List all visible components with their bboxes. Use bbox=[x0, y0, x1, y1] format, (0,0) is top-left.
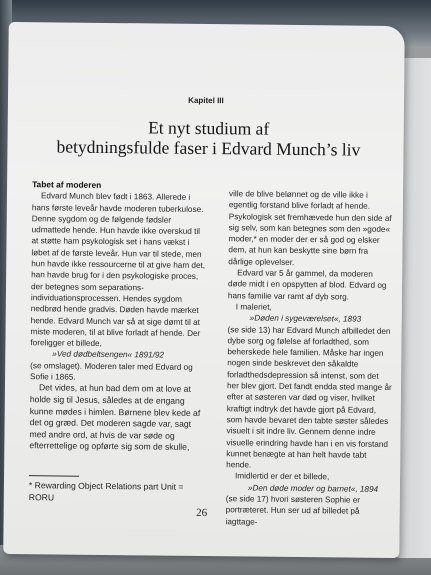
right-artwork-title: »Den døde moder og barnet«, 1894 bbox=[247, 483, 379, 494]
chapter-title-line-2: betydningsfulde faser i Edvard Munch’s liv bbox=[56, 136, 361, 160]
chapter-title bbox=[27, 116, 389, 160]
right-paragraph: (se side 17) hvori søsteren Sophie er portræteret. Hun ser ud af billedet på iagttage- bbox=[225, 494, 361, 527]
right-paragraph: Edvard var 5 år gammel, da moderen døde midt i en opspytten af blod. Edvard og hans familie var ramt af dyb sorg. bbox=[227, 268, 387, 302]
left-paragraph: Edvard Munch blev født i 1863. Allerede i hans første leveår havde moderen tuberkulose. Denne sygdom og de følgende fødsler udmattede hende. Hun havde ikke overskud til at støtte ham psykologisk set i hans vækst i løbet af de første leveår. Hun var til stede, men hun havde ikke ressourcerne til at give ham det, han havde brug for i den psykologiske proces, der betegnes som separations-individuationsprocessen. Hendes sygdom nedbrød hende gradvis. Døden havde mærket hende. Edvard Munch var så at sige dømt til at miste moderen, til at blive forladt af hende. Der foreligger et billede, bbox=[30, 191, 206, 349]
right-paragraph: Imidlertid er der et billede, bbox=[235, 471, 330, 482]
right-paragraph: I maleriet, bbox=[235, 302, 272, 312]
book-page bbox=[3, 22, 405, 558]
chapter-label: Kapitel III bbox=[188, 95, 224, 106]
section-heading: Tabet af moderen bbox=[32, 179, 102, 190]
footnote: * Rewarding Object Relations part Unit = RORU bbox=[28, 480, 184, 502]
left-column bbox=[29, 179, 208, 454]
right-paragraph: ville de blive belønnet og de ville ikke i egentlig forstand blive forladt af hende. Psykologisk set fremhævede hun den side af sig selv, som kan betegnes som den »gode« moder,* en moder der er så god og elsker dem, at hun kan beskytte sine børn fra dårlige oplevelser. bbox=[228, 189, 392, 267]
left-paragraph: Det vides, at hun bad dem om at love at holde sig til Jesus, således at de engang kunne mødes i himlen. Børnene blev kede af det og græd. Det moderen sagde var, sagt med andre ord, at hvis de var søde og efterrettelige og opførte sig som de skulle, bbox=[29, 382, 201, 453]
right-column bbox=[226, 188, 395, 529]
footnote-rule bbox=[29, 475, 79, 477]
right-paragraph: (se side 13) har Edvard Munch afbilledet den dybe sorg og følelse af forladthed, som beherskede hele familien. Måske har ingen nogen sinde beskrevet den såkaldte forladthedsdepression så intenst, som det her blev gjort. Det fandt endda sted mange år efter at søsteren var død og viser, hvilket kraftigt indtryk det havde gjort på Edvard, som havde bevaret den tabte søster således visuelt i sit indre liv. Gennem denne indre visuelle erindring havde han i en vis forstand kunnet benægte at han helt havde tabt hende. bbox=[226, 324, 392, 470]
left-artwork-title: »Ved dødbeltsengen« 1891/92 bbox=[52, 349, 165, 361]
left-paragraph: (se omslaget). Moderen taler med Edvard og Sofie i 1865. bbox=[30, 360, 193, 382]
page-number: 26 bbox=[196, 506, 208, 520]
chapter-title-line-1: Et nyt studium af bbox=[148, 117, 270, 139]
right-artwork-title: »Døden i sygeværelset«, 1893 bbox=[249, 313, 362, 324]
